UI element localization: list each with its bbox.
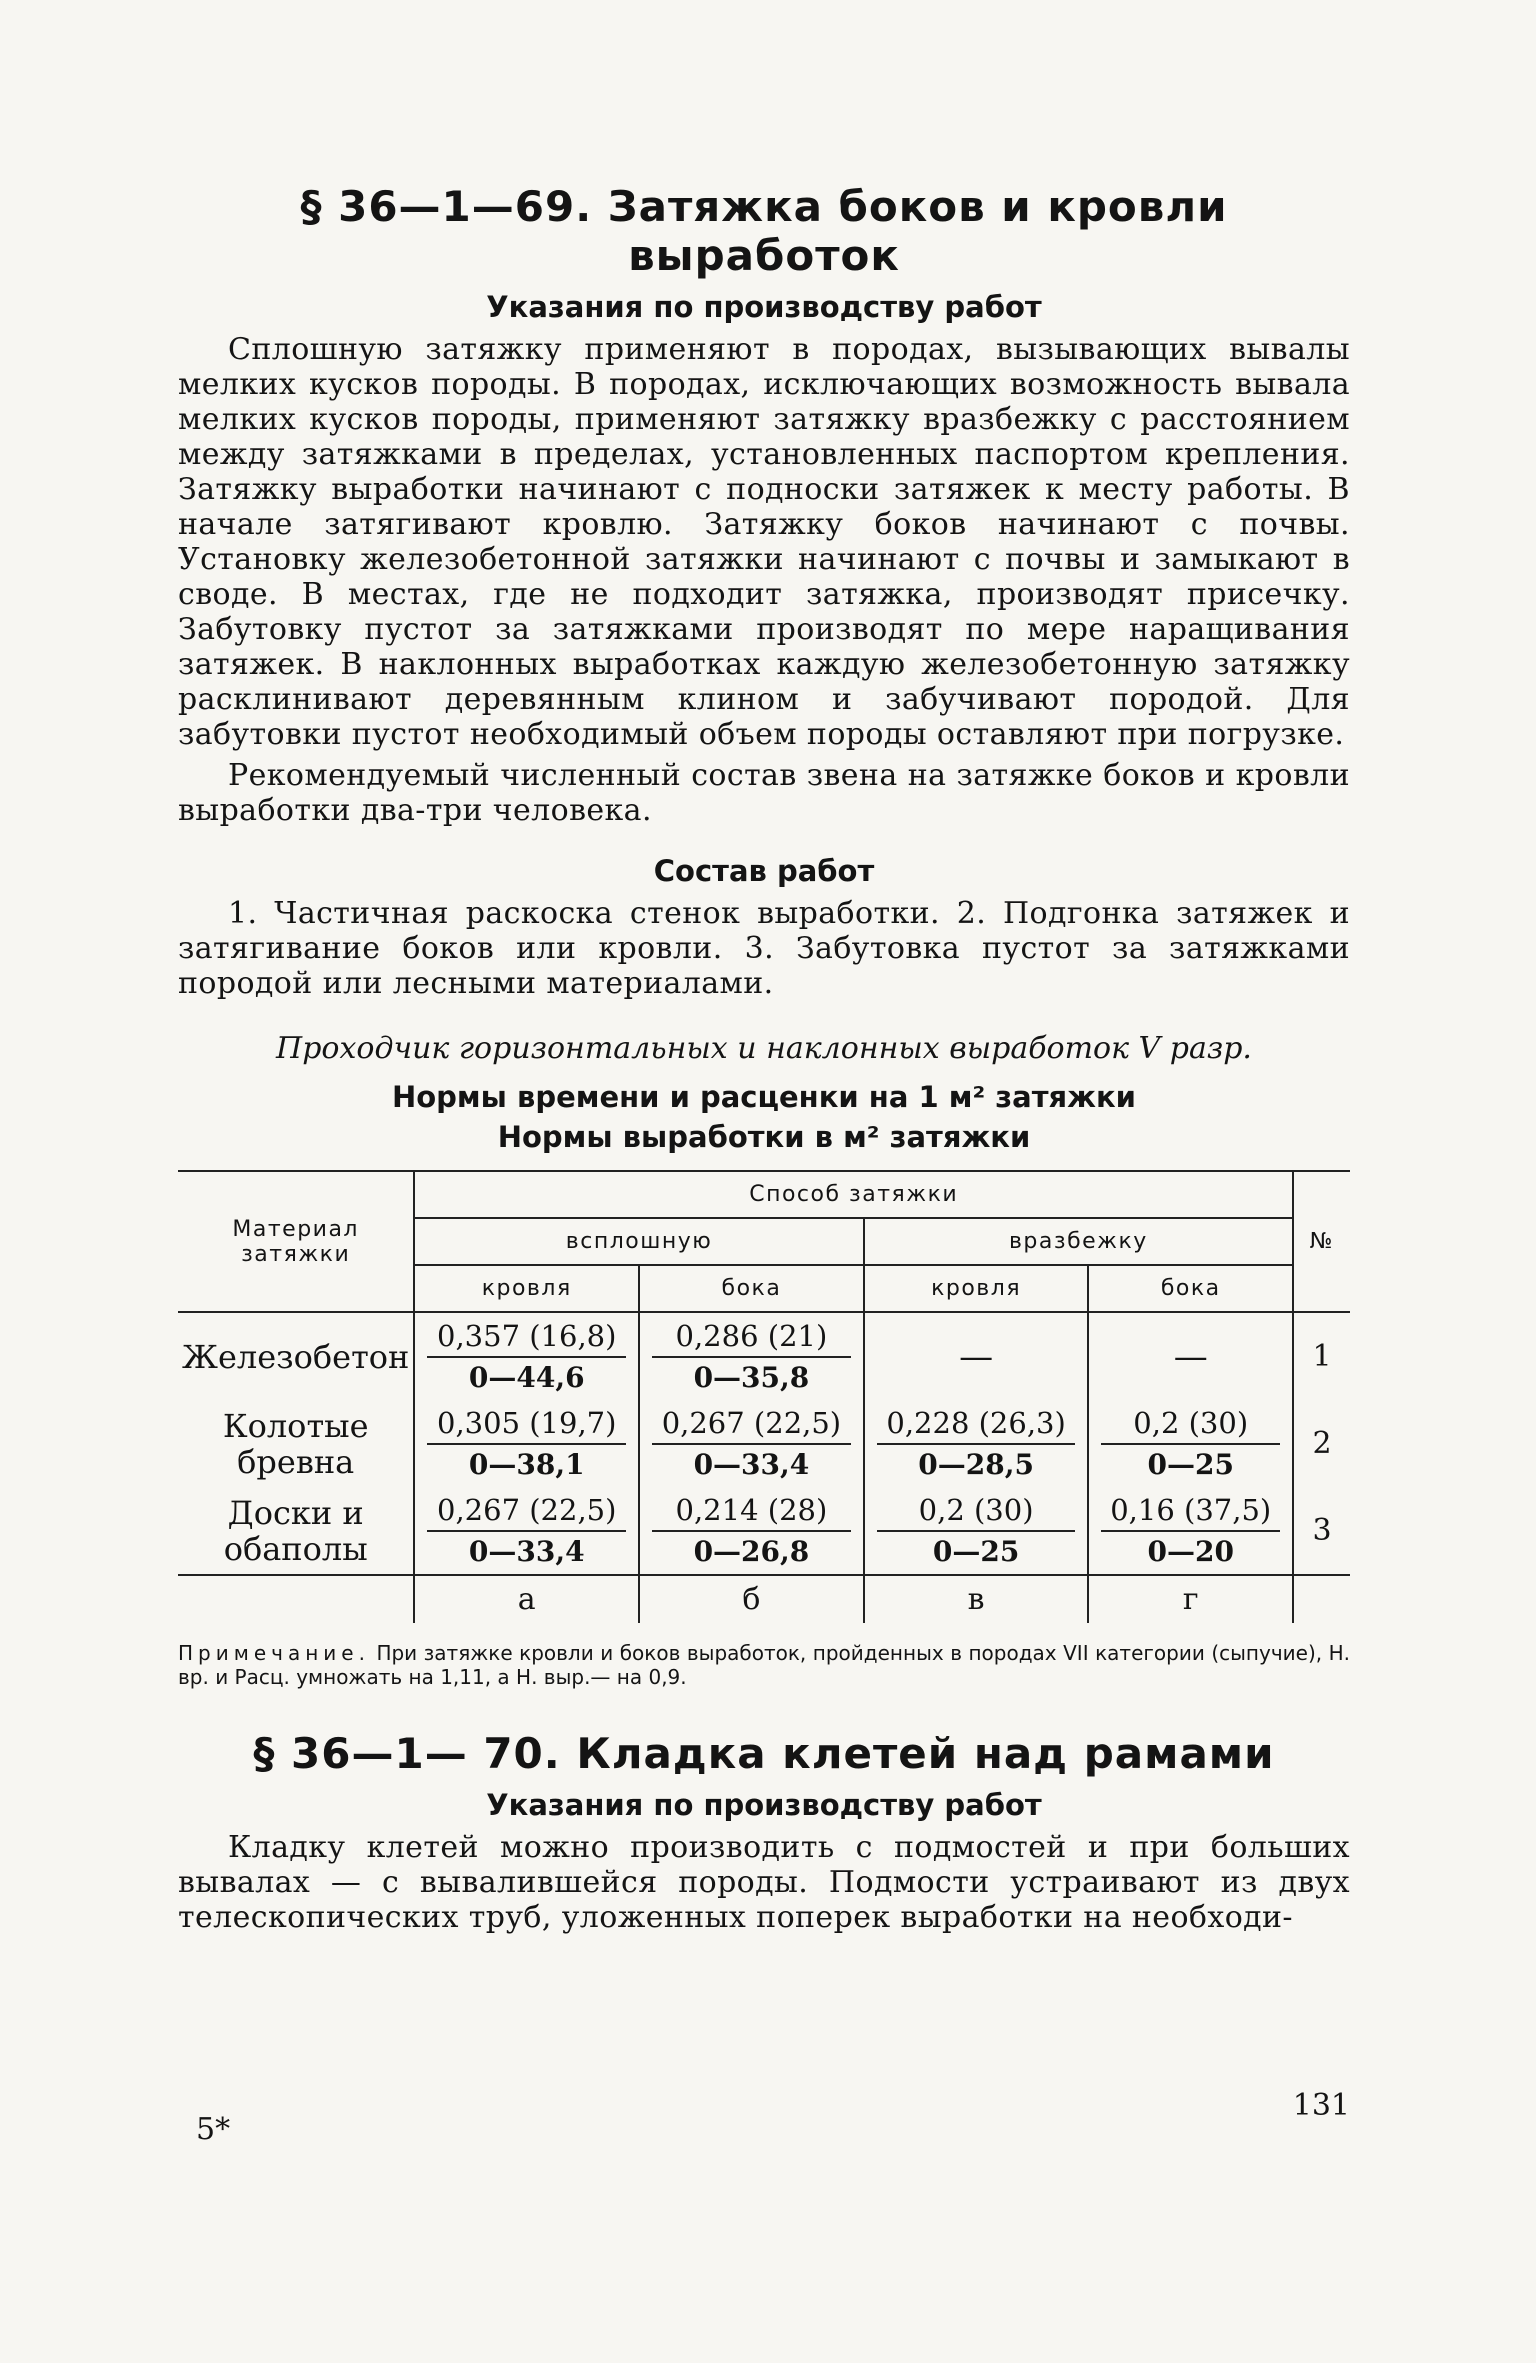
norms-title: Нормы выработки в м² затяжки	[497, 1120, 1031, 1154]
header-spaced: вразбежку	[864, 1218, 1293, 1265]
column-letter: г	[1088, 1575, 1293, 1623]
column-letter: в	[864, 1575, 1089, 1623]
cell: 0,305 (19,7) 0—38,1	[414, 1400, 639, 1487]
header-roof: кровля	[864, 1265, 1089, 1312]
paragraph: Сплошную затяжку применяют в породах, вызывающих вывалы мелких кусков породы. В породах, исключающих возможность вывала мелких кусков породы, применяют затяжку вразбежку с расстоянием между затяжками в пределах, установленных паспортом крепления. Затяжку выработки начинают с подноски затяжек к месту работы. В начале затягивают кровлю. Затяжку боков начинают с почвы. Установку железобетонной затяжки начинают с почвы и замыкают в своде. В местах, где не подходит затяжка, производят присечку. Забутовку пустот за затяжками производят по мере наращивания затяжек. В наклонных выработках каждую железобетонную затяжку расклинивают деревянным клином и забучивают породой. Для забутовки пустот необходимый объем породы оставляют при погрузке.	[178, 332, 1350, 752]
material: Колотые бревна	[222, 1406, 369, 1481]
cell: —	[864, 1312, 1089, 1400]
column-letter: а	[414, 1575, 639, 1623]
table-note	[178, 1641, 1350, 1689]
header-material: Материал затяжки	[178, 1171, 414, 1312]
row-number: 2	[1293, 1400, 1350, 1487]
table-row	[178, 1400, 1350, 1487]
row-number: 1	[1293, 1312, 1350, 1400]
header-method: Способ затяжки	[414, 1171, 1293, 1218]
column-letter: б	[639, 1575, 864, 1623]
cell: 0,267 (22,5) 0—33,4	[639, 1400, 864, 1487]
work-heading: Состав работ	[653, 854, 875, 888]
paragraph: Кладку клетей можно производить с подмостей и при больших вывалах — с вывалившейся породы. Подмости устраивают из двух телескопических труб, уложенных поперек выработки на необходи-	[178, 1830, 1350, 1935]
paragraph: Рекомендуемый численный состав звена на затяжке боков и кровли выработки два-три человека.	[178, 758, 1350, 828]
norms-table	[178, 1170, 1350, 1623]
instructions-heading: Указания по производству работ	[486, 290, 1042, 324]
work-text: 1. Частичная раскоска стенок выработки. 2. Подгонка затяжек и затягивание боков или кровли. 3. Забутовка пустот за затяжками породой или лесными материалами.	[178, 896, 1350, 1001]
material: Железобетон	[182, 1337, 410, 1376]
header-sides: бока	[1088, 1265, 1293, 1312]
section-title: § 36—1—69. Затяжка боков и кровли выработок	[300, 182, 1228, 280]
cell: 0,357 (16,8) 0—44,6	[414, 1312, 639, 1400]
cell: 0,267 (22,5) 0—33,4	[414, 1487, 639, 1575]
page	[178, 160, 1350, 1935]
row-number: 3	[1293, 1487, 1350, 1575]
header-sides: бока	[639, 1265, 864, 1312]
section-title: § 36—1— 70. Кладка клетей над рамами	[253, 1729, 1275, 1778]
cell: 0,228 (26,3) 0—28,5	[864, 1400, 1089, 1487]
cell: 0,214 (28) 0—26,8	[639, 1487, 864, 1575]
instructions-heading: Указания по производству работ	[486, 1788, 1042, 1822]
column-letters	[178, 1575, 1350, 1623]
header-num: №	[1293, 1171, 1350, 1312]
cell: 0,2 (30) 0—25	[864, 1487, 1089, 1575]
header-roof: кровля	[414, 1265, 639, 1312]
worker-category: Проходчик горизонтальных и наклонных выработок V разр.	[276, 1031, 1252, 1066]
norms-title: Нормы времени и расценки на 1 м² затяжки	[391, 1080, 1136, 1114]
cell: 0,2 (30) 0—25	[1088, 1400, 1293, 1487]
cell: —	[1088, 1312, 1293, 1400]
table-row	[178, 1487, 1350, 1575]
signature-mark: 5*	[196, 2112, 231, 2147]
page-number: 131	[1292, 2088, 1350, 2123]
cell: 0,16 (37,5) 0—20	[1088, 1487, 1293, 1575]
table-row	[178, 1312, 1350, 1400]
note-text: При затяжке кровли и боков выработок, пройденных в породах VII категории (сыпучие), Н. вр. и Расц. умножать на 1,11, а Н. выр.— на 0,9.	[178, 1641, 1350, 1689]
note-label: Примечание.	[178, 1641, 370, 1665]
header-solid: всплошную	[414, 1218, 863, 1265]
cell: 0,286 (21) 0—35,8	[639, 1312, 864, 1400]
material: Доски и обаполы	[223, 1493, 368, 1568]
